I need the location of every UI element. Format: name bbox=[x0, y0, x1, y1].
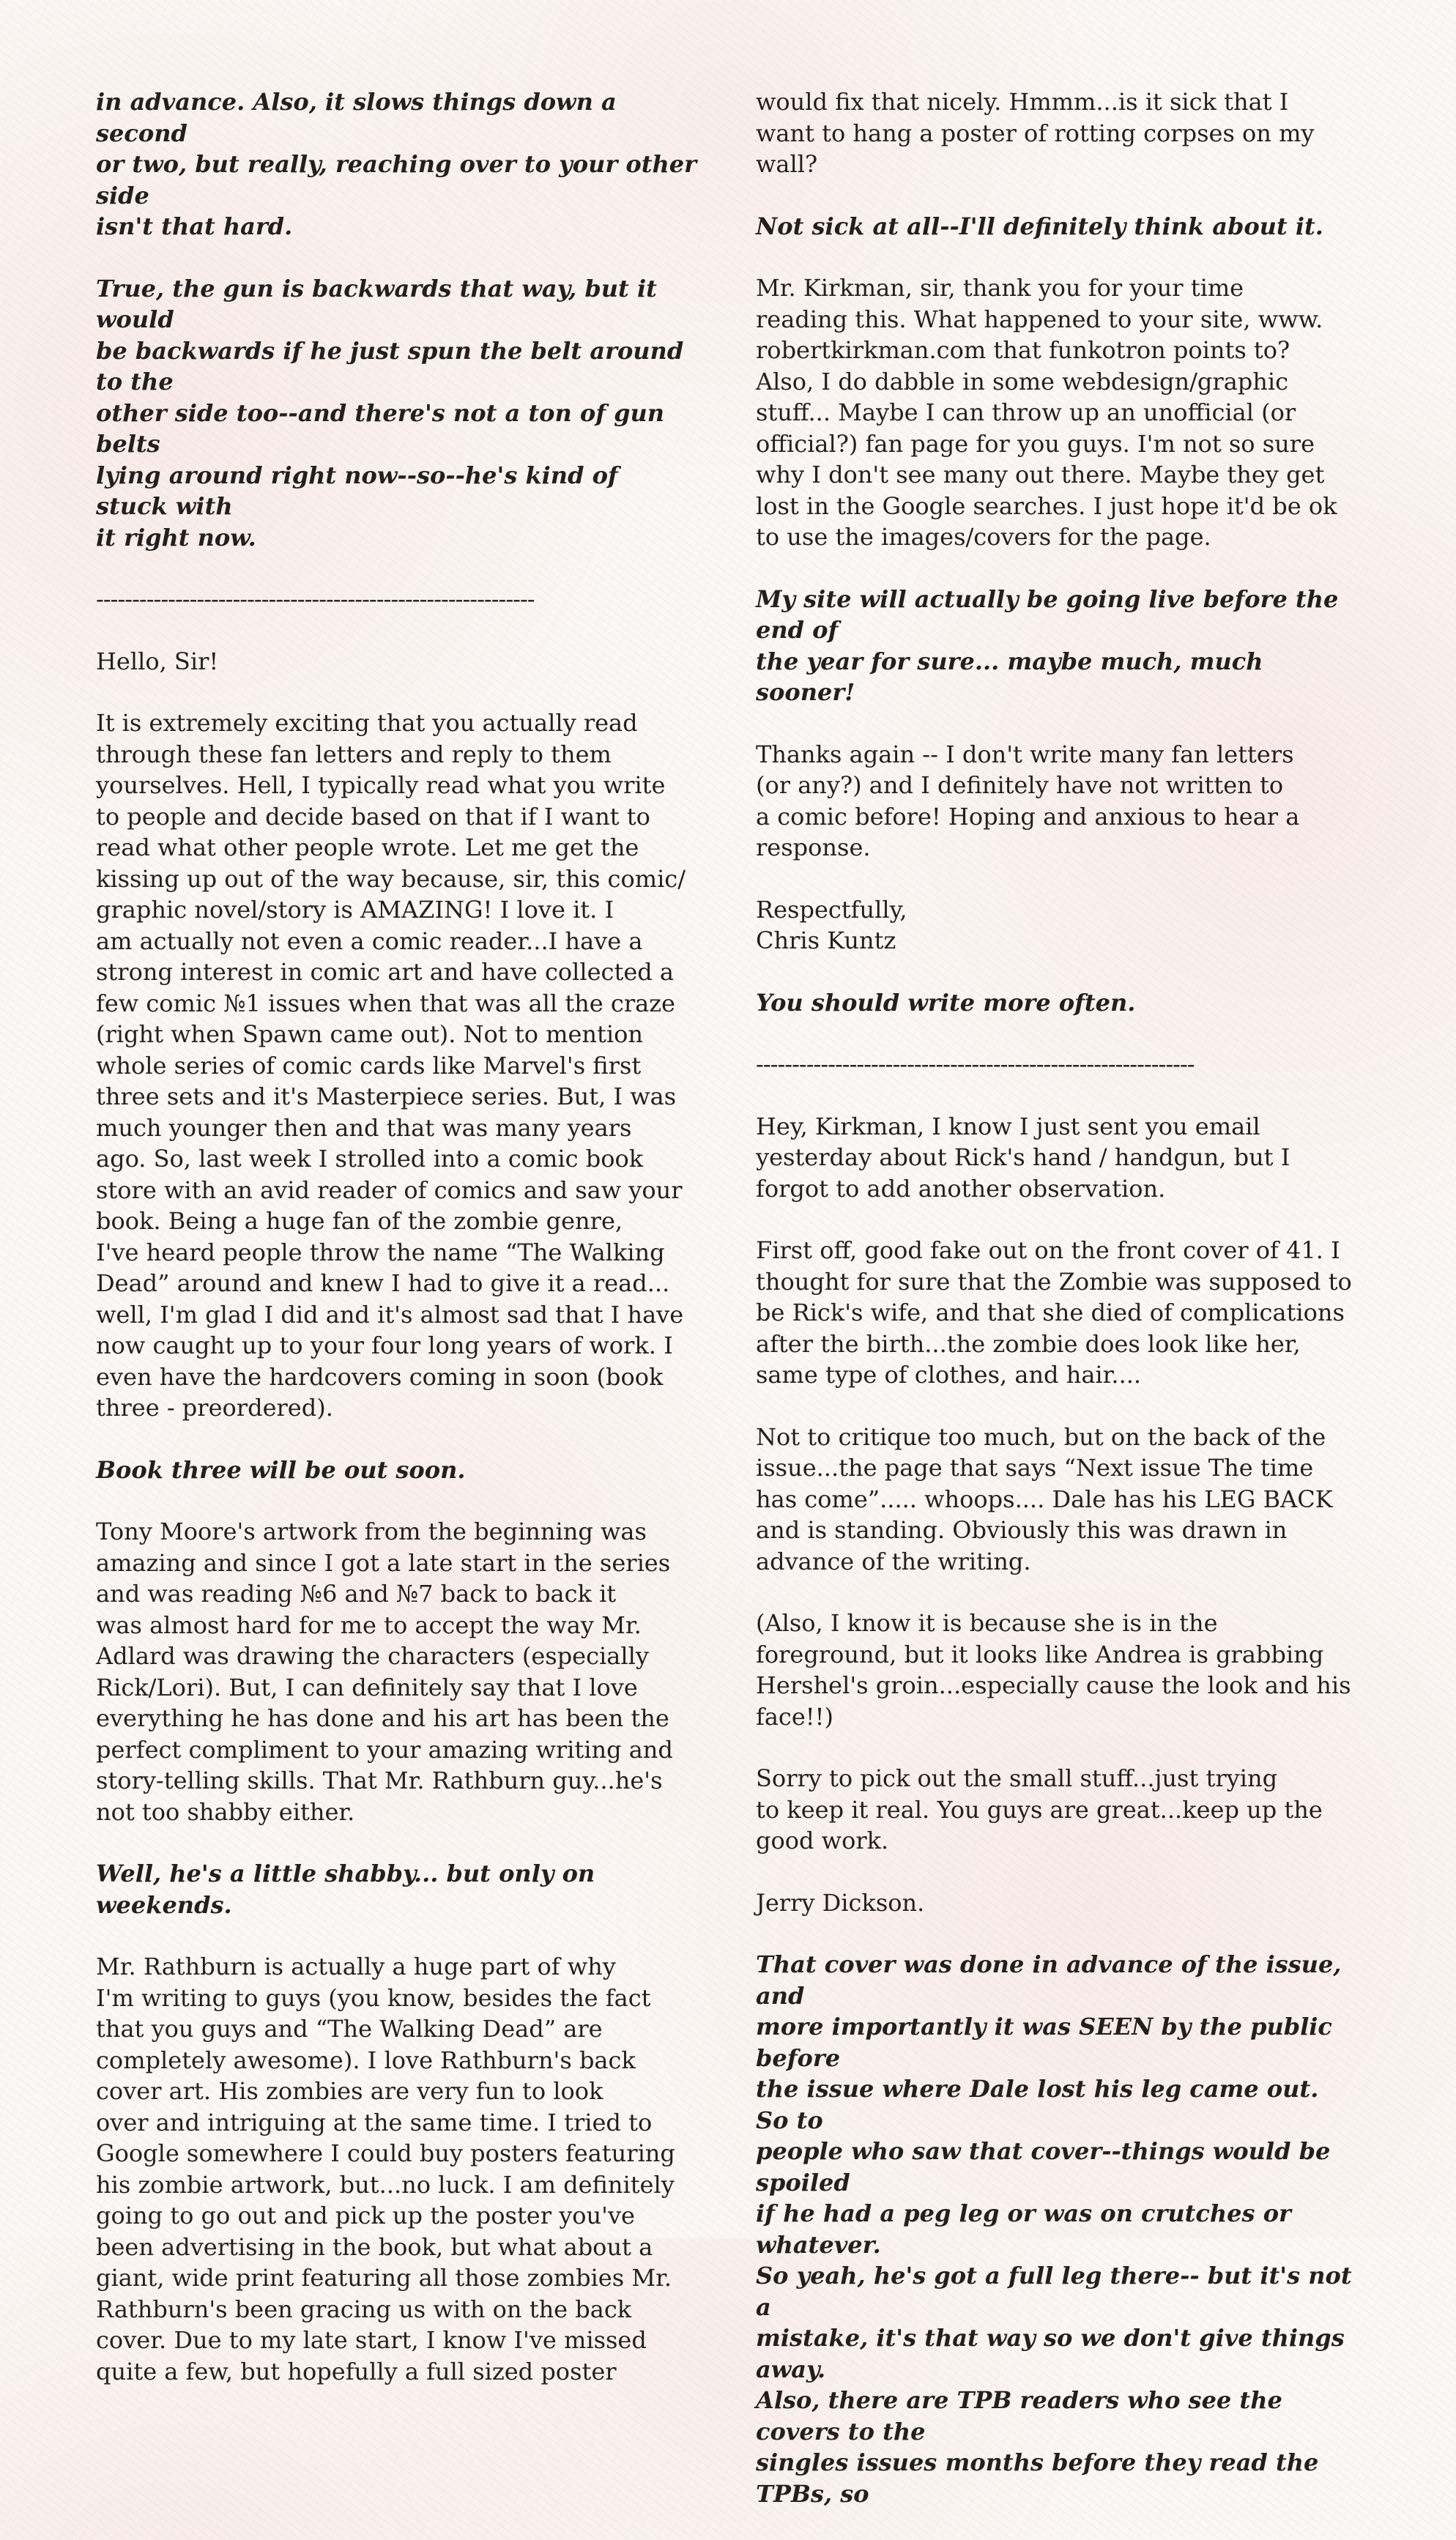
editor-reply-cover: That cover was done in advance of the issue, and more importantly it was SEEN by the public before the issue where Dale lost his leg came out. So to people who saw that cover--things would be spoiled if he had a peg leg or was on crutches or whatever. So yeah, he's got a full leg there-- but it's not a mistake, it's that way so we don't give things away. Also, there are TPB readers who see the covers to the singles issues months before they read the TPBs, so bbox=[756, 1950, 1352, 2508]
letter-paragraph: would fix that nicely. Hmmm...is it sick that I want to hang a poster of rotting corpses on my wall? bbox=[756, 88, 1315, 178]
letter-signature: Jerry Dickson. bbox=[756, 1888, 925, 1917]
letter-separator: ------------------------------------------------------------- bbox=[96, 585, 535, 613]
letter-paragraph: Thanks again -- I don't write many fan letters (or any?) and I definitely have not written to a comic before! Hoping and anxious to hear a response. bbox=[756, 740, 1300, 861]
left-column bbox=[96, 86, 697, 2418]
editor-reply-gun-backwards: True, the gun is backwards that way, but it would be backwards if he just spun the belt around to the other side too--and there's not a ton of gun belts lying around right now--so--he's kind of stuck with it right now. bbox=[96, 274, 684, 552]
letter-paragraph: (Also, I know it is because she is in the foreground, but it looks like Andrea is grabbing Hershel's groin...especially cause the look and his face!!) bbox=[756, 1609, 1351, 1731]
right-column bbox=[756, 86, 1356, 2540]
editor-reply-site-live: My site will actually be going live before the end of the year for sure... maybe much, much sooner! bbox=[756, 584, 1339, 706]
editor-reply-gun-side: in advance. Also, it slows things down a second or two, but really, reaching over to your other side isn't that hard. bbox=[96, 88, 697, 240]
letter-paragraph: It is extremely exciting that you actually read through these fan letters and reply to them yourselves. Hell, I typically read what you write to people and decide based on that if I want to read what other people wrote. Let me get the kissing up out of the way because, sir, this comic/ graphic novel/story is AMAZING! I love it. I am actually not even a comic reader...I have a strong interest in comic art and have collected a few comic №1 issues when that was all the craze (right when Spawn came out). Not to mention whole series of comic cards like Marvel's first three sets and it's Masterpiece series. But, I was much younger then and that was many years ago. So, last week I strolled into a comic book store with an avid reader of comics and saw your book. Being a huge fan of the zombie genre, I've heard people throw the name “The Walking Dead” around and knew I had to give it a read... well, I'm glad I did and it's almost sad that I have now caught up to your four long years of work. I even have the hardcovers coming in soon (book three - preordered). bbox=[96, 709, 686, 1422]
editor-reply-shabby: Well, he's a little shabby... but only on weekends. bbox=[96, 1860, 595, 1919]
letter-separator: ------------------------------------------------------------- bbox=[756, 1050, 1195, 1078]
letter-paragraph: Mr. Rathburn is actually a huge part of why I'm writing to guys (you know, besides the fact that you guys and “The Walking Dead” are completely awesome). I love Rathburn's back cover art. His zombies are very fun to look over and intriguing at the same time. I tried to Google somewhere I could buy posters featuring his zombie artwork, but...no luck. I am definitely going to go out and pick up the poster you've been advertising in the book, but what about a giant, wide print featuring all those zombies Mr. Rathburn's been gracing us with on the back cover. Due to my late start, I know I've missed quite a few, but hopefully a full sized poster bbox=[96, 1953, 675, 2385]
editor-reply-write-more: You should write more often. bbox=[756, 988, 1136, 1017]
editor-reply-not-sick: Not sick at all--I'll definitely think about it. bbox=[756, 212, 1323, 240]
letter-signoff: Respectfully, Chris Kuntz bbox=[756, 895, 907, 954]
letter-paragraph: Mr. Kirkman, sir, thank you for your time reading this. What happened to your site, www. robertkirkman.com that funkotron points to? Also, I do dabble in some webdesign/graphic stuff... Maybe I can throw up an unofficial (or official?) fan page for you guys. I'm not so sure why I don't see many out there. Maybe they get lost in the Google searches. I just hope it'd be ok to use the images/covers for the page. bbox=[756, 274, 1337, 551]
letter-paragraph: Tony Moore's artwork from the beginning was amazing and since I got a late start in the series and was reading №6 and №7 back to back it was almost hard for me to accept the way Mr. Adlard was drawing the characters (especially Rick/Lori). But, I can definitely say that I love everything he has done and his art has been the perfect compliment to your amazing writing and story-telling skills. That Mr. Rathburn guy...he's not too shabby either. bbox=[96, 1518, 673, 1826]
letter-greeting: Hello, Sir! bbox=[96, 647, 219, 675]
letter-paragraph: First off, good fake out on the front cover of 41. I thought for sure that the Zombie was supposed to be Rick's wife, and that she died of complications after the birth...the zombie does look like her, same type of clothes, and hair.... bbox=[756, 1236, 1352, 1389]
letter-paragraph: Not to critique too much, but on the back of the issue...the page that says “Next issue The time has come”..... whoops.... Dale has his LEG BACK and is standing. Obviously this was drawn in advance of the writing. bbox=[756, 1422, 1333, 1575]
editor-reply-book-three: Book three will be out soon. bbox=[96, 1455, 466, 1484]
letter-paragraph: Sorry to pick out the small stuff...just trying to keep it real. You guys are great...keep up the good work. bbox=[756, 1764, 1323, 1854]
letter-paragraph: Hey, Kirkman, I know I just sent you email yesterday about Rick's hand / handgun, but I forgot to add another observation. bbox=[756, 1112, 1290, 1203]
